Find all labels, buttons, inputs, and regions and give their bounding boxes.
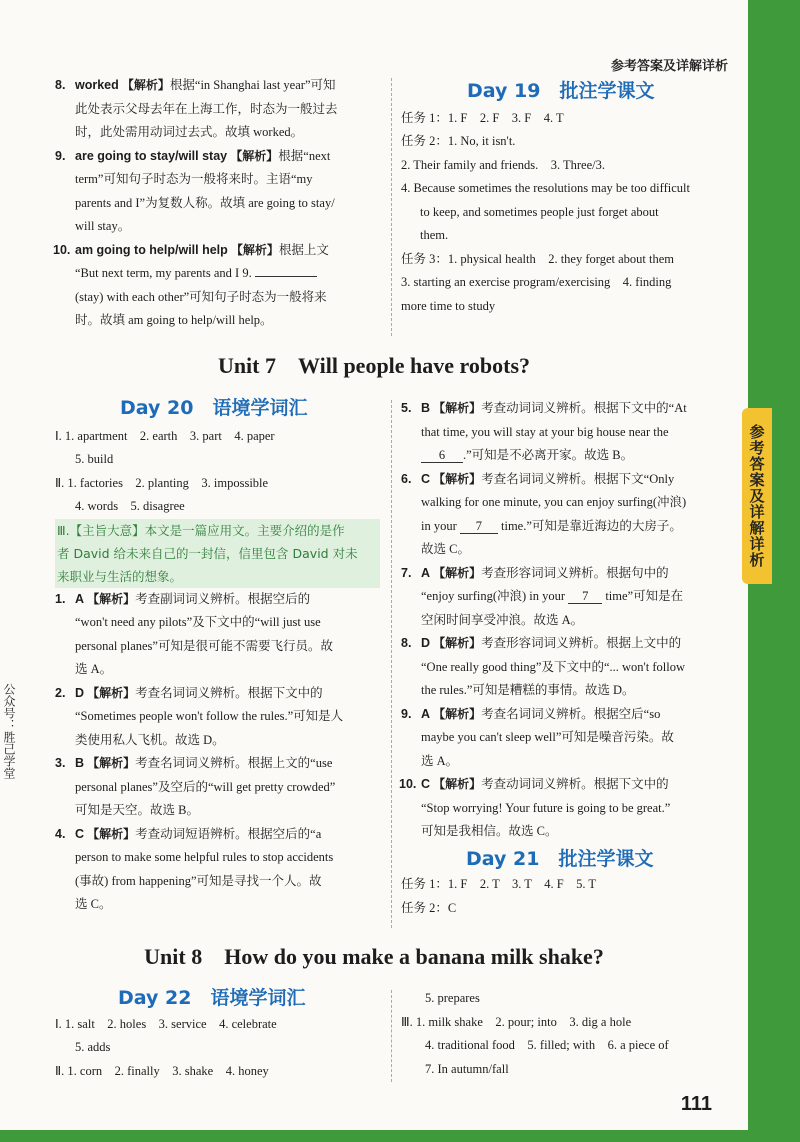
day20-answer-3: 3. B 【解析】考查名词词义辨析。根据上文的“use personal planes”及空后的“will get pretty crowded” 可知是天空。故选 B。 (55, 756, 336, 817)
column-divider (391, 400, 392, 928)
day20-right-column: 5. B 【解析】考查动词词义辨析。根据下文中的“At that time, you will stay at your big house near the 6 .”可知是不必离开家。故选 B。 6. C 【解析】考查名词词义辨析。根据下文“Only walking for one minute, you can enjoy surfing(冲浪) in your 7 time.”可知是靠近海边的大房子。 故选 C。 7. A 【解析】考查形容词词义辨析。根据句中的 “enjoy surfing(冲浪) in your 7 time”可知是在 空闲时间享受冲浪。故选 A。 8. D 【解析】考查形容词词义辨析。根据上文中的 “One really good thing”及下文中的“... won't follow the rules.”可知是糟糕的事情。故选 D。 9. A 【解析】考查名词词义辨析。根据空后“so maybe you can't sleep well”可知是噪音污染。故 选 A。 10. C 【解析】考查动词词义辨析。根据下文中的 “Stop worrying! Your future is going to be great.” 可知是我相信。故选 C。 Day 21 批注学课文 任务 1：1. F 2. T 3. T 4. F 5. T 任务 2：C (401, 397, 736, 920)
answer-blank: 7 (460, 519, 498, 534)
side-watermark: 公众号：胜己学堂 (2, 683, 16, 779)
unit7-title: Unit 7 Will people have robots? (217, 353, 531, 378)
main-idea-note: Ⅲ.【主旨大意】本文是一篇应用文。主要介绍的是作 者 David 给未来自己的一封信，信里包含 David 对未 来职业与生活的想象。 (55, 519, 380, 588)
side-tab[interactable]: 参考答案及详解详析 (742, 408, 772, 584)
answer-blank: 6 (421, 448, 463, 463)
column-divider (391, 990, 392, 1082)
page-top (37, 0, 748, 48)
day22-right-column: 5. prepares Ⅲ. 1. milk shake 2. pour; into 3. dig a hole 4. traditional food 5. filled; with 6. a piece of 7. In autumn/fall (401, 991, 669, 1076)
answer-blank (255, 276, 317, 277)
day20-answer-1: 1. A 【解析】考查副词词义辨析。根据空后的 “won't need any pilots”及下文中的“will just use personal planes”可知是很可能不需要飞行员。故 选 A。 (55, 591, 333, 676)
answer-item-9: 9. are going to stay/will stay 【解析】根据“next term”可知句子时态为一般将来时。主语“my parents and I”为复数人称。故填 are going to stay/ will stay。 (55, 148, 335, 233)
answer-item-8: 8. worked 【解析】根据“in Shanghai last year”可知 此处表示父母去年在上海工作，时态为一般过去 时，此处需用动词过去式。故填 worked。 (55, 78, 338, 139)
day19-title: Day 19 批注学课文 (467, 80, 655, 102)
answer-blank: 7 (568, 589, 602, 604)
day20-left-column: Day 20 语境学词汇 Ⅰ. 1. apartment 2. earth 3. part 4. paper 5. build Ⅱ. 1. factories 2. planting 3. impossible 4. words 5. disagree Ⅲ.【主旨大意】本文是一篇应用文。主要介绍的是作 者 David 给未来自己的一封信，信里包含 David 对未 来职业与生活的想象。 1. A 【解析】考查副词词义辨析。根据空后的 “won't need any pilots”及下文中的“will just use personal planes”可知是很可能不需要飞行员。故 选 A。 2. D 【解析】考查名词词义辨析。根据下文中的 “Sometimes people won't follow the rules.”可知是人 类使用私人飞机。故选 D。 3. B 【解析】考查名词词义辨析。根据上文的“use personal planes”及空后的“will get pretty crowded” 可知是天空。故选 B。 4. C 【解析】考查动词短语辨析。根据空后的“a person to make some helpful rules to stop accidents (事故) from happening”可知是寻找一个人。故 选 C。 (55, 397, 380, 917)
top-left-column (55, 74, 380, 333)
day20-answer-4: 4. C 【解析】考查动词短语辨析。根据空后的“a person to make some helpful rules to stop accidents (事故) from happening”可知是寻找一个人。故 选 C。 (55, 826, 334, 911)
unit8-title: Unit 8 How do you make a banana milk shake? (144, 944, 604, 969)
day20-answer-7: 7. A 【解析】考查形容词词义辨析。根据句中的 “enjoy surfing(冲浪) in your 7 time”可知是在 空闲时间享受冲浪。故选 A。 (401, 565, 684, 627)
day20-answer-10: 10. C 【解析】考查动词词义辨析。根据下文中的 “Stop worrying! Your future is going to be great.” 可知是我相信。故选 C。 (399, 777, 671, 838)
day22-left-column: Day 22 语境学词汇 Ⅰ. 1. salt 2. holes 3. service 4. celebrate 5. adds Ⅱ. 1. corn 2. finally 3. shake 4. honey (55, 987, 380, 1083)
day20-title: Day 20 语境学词汇 (120, 397, 308, 419)
day20-answer-8: 8. D 【解析】考查形容词词义辨析。根据上文中的 “One really good thing”及下文中的“... won't follow the rules.”可知是糟糕的事情。故选 D。 (401, 636, 686, 697)
day20-answer-2: 2. D 【解析】考查名词词义辨析。根据下文中的 “Sometimes people won't follow the rules.”可知是人 类使用私人飞机。故选 D。 (55, 685, 344, 747)
day21-title: Day 21 批注学课文 (466, 847, 654, 870)
day19-section: Day 19 批注学课文 任务 1：1. F 2. F 3. F 4. T 任务 2：1. No, it isn't. 2. Their family and friends. 3. Three/3. 4. Because sometimes the resolutions may be too difficult to keep, and sometimes people just forget about them. 任务 3：1. physical health 2. they forget about them 3. starting an exercise program/exercising 4. finding more time to study (401, 80, 736, 318)
page-number: 111 (680, 1093, 712, 1115)
running-header: 参考答案及详解详析 (610, 58, 728, 73)
day20-answer-6: 6. C 【解析】考查名词词义辨析。根据下文“Only walking for one minute, you can enjoy surfing(冲浪) in your 7 time.”可知是靠近海边的大房子。 故选 C。 (401, 471, 687, 556)
answer-item-10: 10. am going to help/will help 【解析】根据上文 “But next term, my parents and I 9. (stay) with each other”可知句子时态为一般将来 时。故填 am going to help/will help。 (53, 242, 329, 327)
day22-title: Day 22 语境学词汇 (118, 987, 306, 1009)
day20-answer-9: 9. A 【解析】考查名词词义辨析。根据空后“so maybe you can't sleep well”可知是噪音污染。故 选 A。 (401, 706, 674, 768)
day20-answer-5: 5. B 【解析】考查动词词义辨析。根据下文中的“At that time, you will stay at your big house near the 6 .”可知是不必离开家。故选 B。 (401, 401, 687, 462)
column-divider (391, 78, 392, 336)
